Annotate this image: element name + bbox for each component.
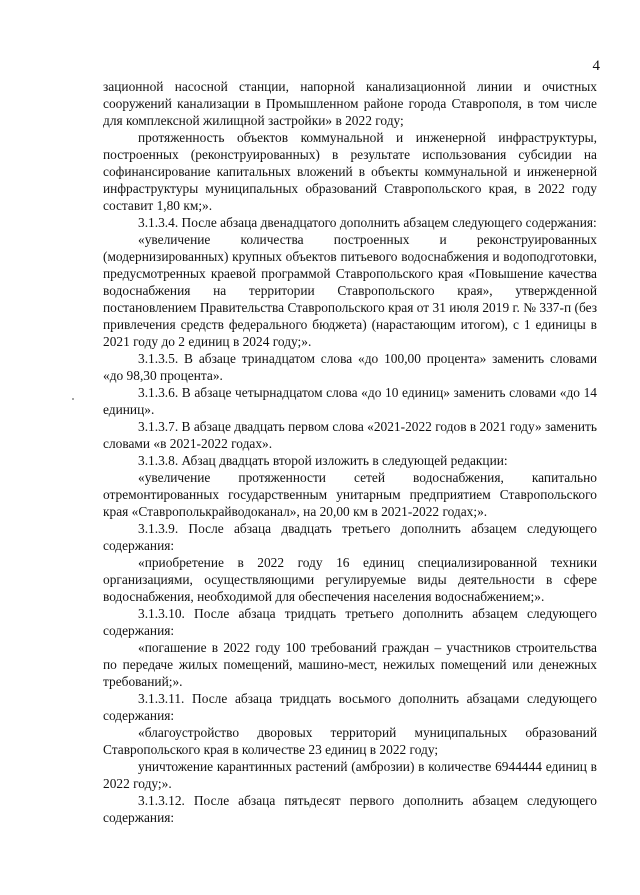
paragraph: 3.1.3.5. В абзаце тринадцатом слова «до 100,00 процента» заменить словами «до 98,30 процента».: [103, 351, 597, 383]
page-number: 4: [592, 58, 600, 74]
paragraph: уничтожение карантинных растений (амброзии) в количестве 6944444 единиц в 2022 году;».: [103, 759, 597, 791]
paragraph: 3.1.3.9. После абзаца двадцать третьего дополнить абзацем следующего содержания:: [103, 521, 597, 553]
paragraph: 3.1.3.4. После абзаца двенадцатого дополнить абзацем следующего содержания:: [138, 215, 597, 230]
paragraph: «благоустройство дворовых территорий муниципальных образований Ставропольского края в количестве 23 единиц в 2022 году;: [103, 725, 597, 757]
paragraph: 3.1.3.12. После абзаца пятьдесят первого дополнить абзацем следующего содержания:: [103, 793, 597, 825]
paragraph: 3.1.3.7. В абзаце двадцать первом слова «2021-2022 годов в 2021 году» заменить словами «в 2021-2022 годах».: [103, 419, 597, 451]
paragraph: «приобретение в 2022 году 16 единиц специализированной техники организациями, осуществляющими регулируемые виды деятельности в сфере водоснабжения, необходимой для обеспечения населения водоснабжением;».: [103, 555, 597, 604]
paragraph: протяженность объектов коммунальной и инженерной инфраструктуры, построенных (реконструированных) в результате использования субсидии на софинансирование капитальных вложений в объекты коммунальной и инженерной инфраструктуры муниципальных образований Ставропольского края, в 2022 году составит 1,80 км;».: [103, 130, 597, 213]
paragraph: 3.1.3.11. После абзаца тридцать восьмого дополнить абзацами следующего содержания:: [103, 691, 597, 723]
paragraph: 3.1.3.8. Абзац двадцать второй изложить в следующей редакции:: [138, 453, 508, 468]
scan-speck: [72, 398, 74, 400]
paragraph: «увеличение количества построенных и реконструированных (модернизированных) крупных объектов питьевого водоснабжения и водоподготовки, предусмотренных краевой программой Ставропольского края «Повышение качества водоснабжения на территории Ставропольского края», утвержденной постановлением Правительства Ставропольского края от 31 июля 2019 г. № 337-п (без привлечения средств федерального бюджета) (нарастающим итогом), с 1 единицы в 2021 году до 2 единиц в 2024 году;».: [103, 232, 597, 349]
paragraph: 3.1.3.6. В абзаце четырнадцатом слова «до 10 единиц» заменить словами «до 14 единиц».: [103, 385, 597, 417]
paragraph: «увеличение протяженности сетей водоснабжения, капитально отремонтированных государственным унитарным предприятием Ставропольского края «Ставрополькрайводоканал», на 20,00 км в 2021-2022 годах;».: [103, 470, 597, 519]
paragraph: 3.1.3.10. После абзаца тридцать третьего дополнить абзацем следующего содержания:: [103, 606, 597, 638]
paragraph: зационной насосной станции, напорной канализационной линии и очистных сооружений канализации в Промышленном районе города Ставрополя, в том числе для комплексной жилищной застройки» в 2022 году;: [103, 79, 597, 128]
paragraph: «погашение в 2022 году 100 требований граждан – участников строительства по передаче жилых помещений, машино-мест, нежилых помещений или денежных требований;».: [103, 640, 597, 689]
document-body: [103, 78, 597, 826]
